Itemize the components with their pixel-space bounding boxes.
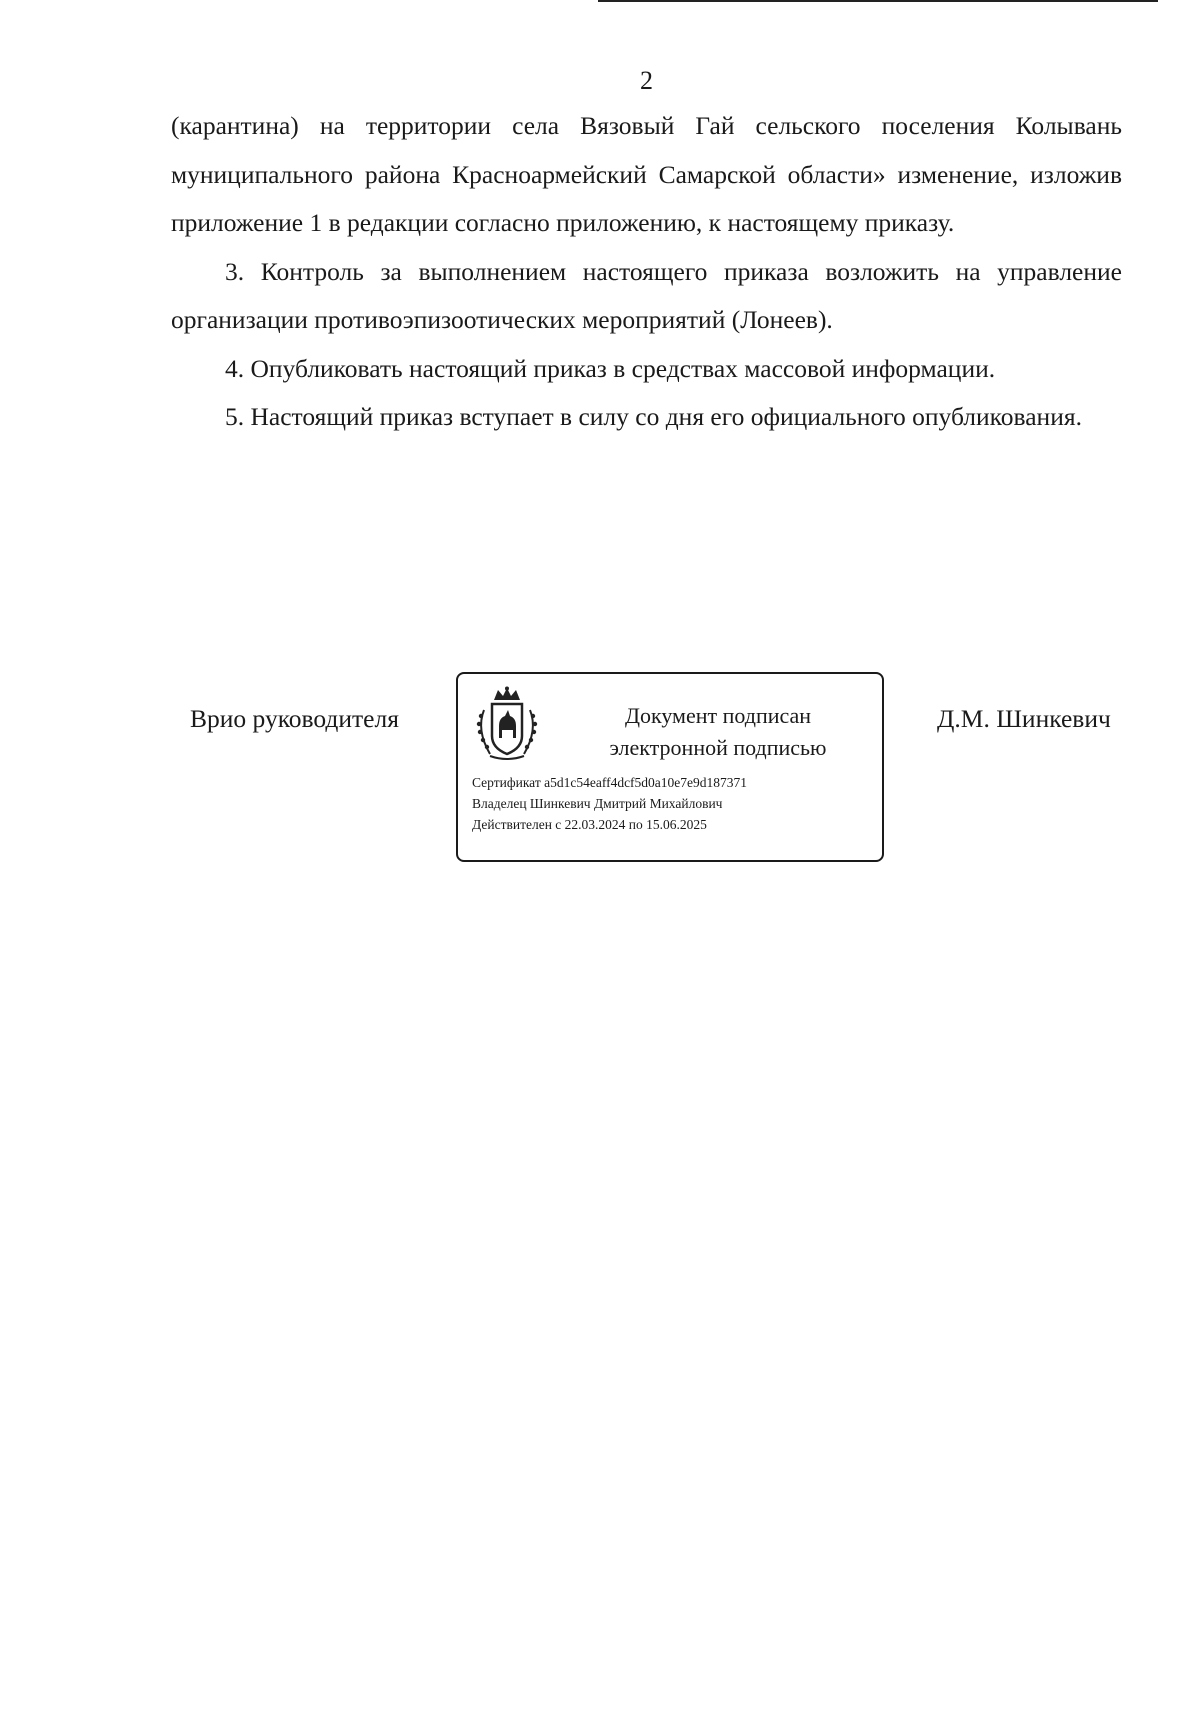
signatory-name: Д.М. Шинкевич	[937, 704, 1111, 733]
stamp-header-line2: электронной подписью	[609, 735, 827, 760]
stamp-details	[472, 772, 747, 835]
signature-block	[0, 672, 1200, 866]
paragraph-item-4: 4. Опубликовать настоящий приказ в средствах массовой информации.	[225, 353, 996, 383]
paragraph-continuation: (карантина) на территории села Вязовый Гай сельского поселения Колывань муниципального района Красноармейский Самарской области» изменение, изложив приложение 1 в редакции согласно приложению, к настоящему приказу.	[171, 111, 1122, 237]
paragraph-item-5: 5. Настоящий приказ вступает в силу со дня его официального опубликования.	[225, 402, 1082, 431]
page-number: 2	[640, 66, 653, 95]
signatory-position: Врио руководителя	[190, 704, 399, 733]
stamp-header	[568, 700, 868, 764]
stamp-certificate: Сертификат a5d1c54eaff4dcf5d0a10e7e9d187371	[472, 775, 748, 790]
electronic-signature-stamp	[456, 672, 884, 862]
paragraph-item-3: 3. Контроль за выполнением настоящего приказа возложить на управление организации противоэпизоотических мероприятий (Лонеев).	[171, 256, 1122, 334]
stamp-validity: Действителен с 22.03.2024 по 15.06.2025	[472, 817, 707, 832]
coat-of-arms-icon	[472, 686, 542, 762]
top-edge-rule	[598, 0, 1158, 2]
stamp-owner: Владелец Шинкевич Дмитрий Михайлович	[472, 796, 723, 811]
document-body	[171, 102, 1122, 442]
stamp-header-line1: Документ подписан	[624, 703, 812, 728]
